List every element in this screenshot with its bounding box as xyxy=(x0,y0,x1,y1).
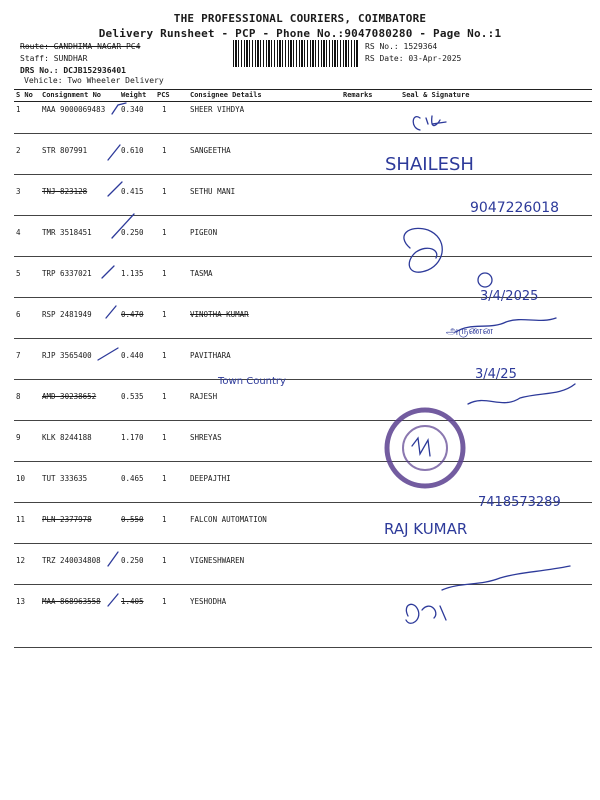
tick-mark xyxy=(102,266,114,278)
tick-mark xyxy=(108,182,122,196)
row-consignee: RAJESH xyxy=(190,392,218,401)
row-consignee: PAVITHARA xyxy=(190,351,231,360)
row-weight: 1.405 xyxy=(121,597,144,606)
row-pcs: 1 xyxy=(162,474,167,483)
vehicle-label: Vehicle: Two Wheeler Delivery xyxy=(24,76,164,85)
row-pcs: 1 xyxy=(162,228,167,237)
col-remarks: Remarks xyxy=(343,91,373,99)
col-sno: S No xyxy=(16,91,33,99)
row-consignment: TRZ 240034808 xyxy=(42,556,101,565)
row-consignment: MAA 9000069483 xyxy=(42,105,106,114)
row-weight: 0.535 xyxy=(121,392,144,401)
tick-mark xyxy=(112,103,126,114)
row-weight: 0.340 xyxy=(121,105,144,114)
date-2-text: 3/4/25 xyxy=(475,367,517,382)
row-consignment: STR 807991 xyxy=(42,146,88,155)
signature-13 xyxy=(406,604,446,623)
row-consignee: VINOTHA KUMAR xyxy=(190,310,249,319)
row-pcs: 1 xyxy=(162,105,167,114)
rs-number: RS No.: 1529364 xyxy=(365,42,438,51)
row-consignment: AMD 30238652 xyxy=(42,392,97,401)
tick-mark xyxy=(108,594,118,606)
route-label: Route: GANDHIMA NAGAR PC4 xyxy=(20,42,141,51)
signature-2-text: SHAILESH xyxy=(385,154,474,175)
row-pcs: 1 xyxy=(162,351,167,360)
row-pcs: 1 xyxy=(162,269,167,278)
row-sno: 13 xyxy=(16,597,26,606)
row-consignee: YESHODHA xyxy=(190,597,227,606)
row-pcs: 1 xyxy=(162,392,167,401)
signature-4 xyxy=(404,228,442,272)
row-consignment: PLN 2377978 xyxy=(42,515,92,524)
row-weight: 0.250 xyxy=(121,228,144,237)
row-sno: 10 xyxy=(16,474,26,483)
remark-text: Town Country xyxy=(218,376,286,387)
row-sno: 2 xyxy=(16,146,21,155)
row-pcs: 1 xyxy=(162,187,167,196)
signature-11-text: RAJ KUMAR xyxy=(384,520,468,538)
row-consignee: PIGEON xyxy=(190,228,218,237)
row-consignment: MAA 868963558 xyxy=(42,597,101,606)
row-sno: 9 xyxy=(16,433,21,442)
stamp-seal xyxy=(387,410,463,486)
tick-mark xyxy=(112,214,134,238)
row-weight: 0.470 xyxy=(121,310,144,319)
row-sno: 12 xyxy=(16,556,26,565)
row-consignment: TUT 333635 xyxy=(42,474,88,483)
row-consignee: FALCON AUTOMATION xyxy=(190,515,267,524)
col-consignment: Consignment No xyxy=(42,91,102,99)
row-weight: 0.465 xyxy=(121,474,144,483)
row-pcs: 1 xyxy=(162,597,167,606)
phone-2-text: 7418573289 xyxy=(478,495,561,510)
row-consignee: TASMA xyxy=(190,269,213,278)
row-pcs: 1 xyxy=(162,515,167,524)
tick-mark xyxy=(108,552,118,566)
row-sno: 7 xyxy=(16,351,21,360)
row-pcs: 1 xyxy=(162,433,167,442)
row-sno: 3 xyxy=(16,187,21,196)
row-weight: 0.440 xyxy=(121,351,144,360)
row-consignment: TRP 6337021 xyxy=(42,269,92,278)
tick-mark xyxy=(106,306,116,318)
row-consignment: KLK 8244188 xyxy=(42,433,92,442)
drs-number: DRS No.: DCJB152936401 xyxy=(20,66,126,75)
company-title: THE PROFESSIONAL COURIERS, COIMBATORE xyxy=(173,12,427,25)
row-consignee: VIGNESHWAREN xyxy=(190,556,245,565)
row-consignee: SANGEETHA xyxy=(190,146,231,155)
row-sno: 5 xyxy=(16,269,21,278)
row-consignment: RSP 2481949 xyxy=(42,310,92,319)
row-weight: 1.170 xyxy=(121,433,144,442)
row-consignment: TNJ 823128 xyxy=(42,187,88,196)
row-consignee: SHREYAS xyxy=(190,433,222,442)
row-pcs: 1 xyxy=(162,556,167,565)
row-sno: 1 xyxy=(16,105,21,114)
col-signature: Seal & Signature xyxy=(402,91,470,99)
date-1-text: 3/4/2025 xyxy=(480,289,539,304)
row-consignment: RJP 3565400 xyxy=(42,351,92,360)
row-sno: 11 xyxy=(16,515,26,524)
row-pcs: 1 xyxy=(162,146,167,155)
row-pcs: 1 xyxy=(162,310,167,319)
col-pcs: PCS xyxy=(157,91,170,99)
row-consignee: SHEER VIHDYA xyxy=(190,105,245,114)
row-weight: 0.415 xyxy=(121,187,144,196)
row-consignee: SETHU MANI xyxy=(190,187,236,196)
phone-1-text: 9047226018 xyxy=(470,200,560,216)
row-sno: 8 xyxy=(16,392,21,401)
staff-label: Staff: SUNDHAR xyxy=(20,54,88,63)
row-weight: 0.250 xyxy=(121,556,144,565)
col-consignee: Consignee Details xyxy=(190,91,262,99)
row-weight: 0.610 xyxy=(121,146,144,155)
tick-mark xyxy=(108,145,120,160)
row-consignment: TMR 3518451 xyxy=(42,228,92,237)
runsheet-subtitle: Delivery Runsheet - PCP - Phone No.:9047080280 - Page No.:1 xyxy=(98,27,502,40)
row-weight: 0.550 xyxy=(121,515,144,524)
signature-1 xyxy=(413,116,446,130)
tick-mark xyxy=(98,348,118,360)
row-sno: 6 xyxy=(16,310,21,319)
row-sno: 4 xyxy=(16,228,21,237)
row-weight: 1.135 xyxy=(121,269,144,278)
rs-date: RS Date: 03-Apr-2025 xyxy=(365,54,462,63)
signature-6-text: அருணன xyxy=(446,324,494,337)
col-weight: Weight xyxy=(121,91,147,99)
row-consignee: DEEPAJTHI xyxy=(190,474,231,483)
